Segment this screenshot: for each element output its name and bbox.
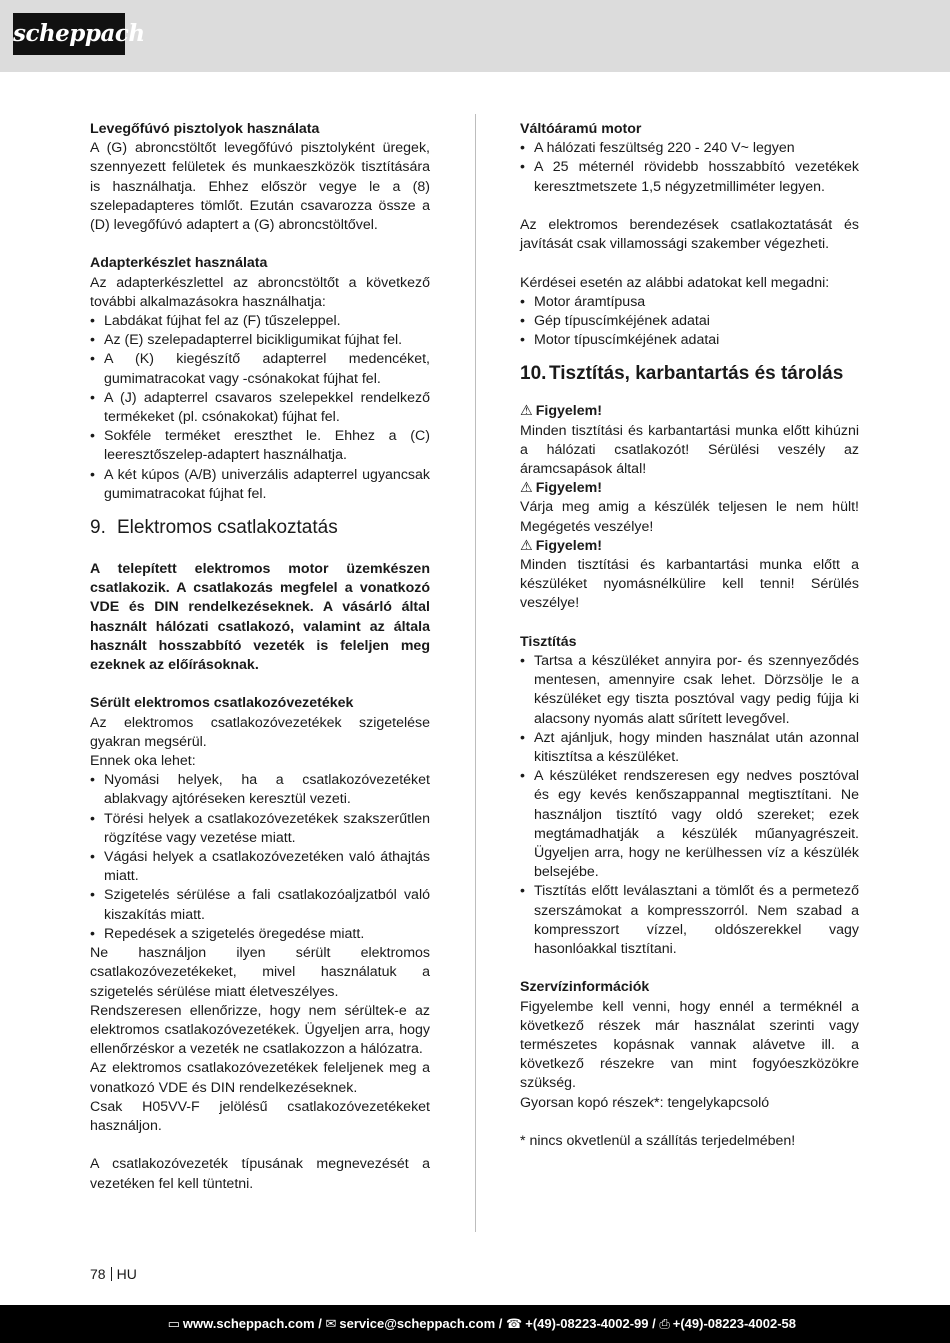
- list-item: • Sokféle terméket ereszthet le. Ehhez a (C) leeresztőszelep-adaptert használhatja.: [90, 427, 430, 465]
- list-item: • A (J) adapterrel csavaros szelepekkel rendelkező termékeket (pl. csónakokat) fújhat fel.: [90, 389, 430, 427]
- heading-text: Elektromos csatlakoztatás: [117, 517, 338, 539]
- paragraph-cables-7: A csatlakozóvezeték típusának megnevezését a vezetéken fel kell tüntetni.: [90, 1156, 430, 1192]
- envelope-icon: ✉: [325, 1316, 337, 1331]
- phone-icon: ☎: [506, 1316, 523, 1331]
- section-title-adapter-set: Adapterkészlet használata: [90, 255, 268, 272]
- paragraph-air-blower: A (G) abroncstöltőt levegőfúvó pisztolyként üregek, szennyezett felületek és munkaeszközök tisztítására is használhatja. Ehhez először vegye le a (8) szelepadapteres tömlőt. Ezután csavarozza össze a (D) levegőfúvó adaptert a (G) abroncstöltővel.: [90, 140, 430, 234]
- heading-section-10: [520, 362, 859, 386]
- electrical-notice: A telepített elektromos motor üzemkészen csatlakozik. A csatlakozás megfelel a vonatkozó VDE és DIN rendelkezéseknek. A vásárló által használt hálózati csatlakozó, valamint az általa használt hosszabbító vezeték is feleljen meg ezeknek az előírásoknak.: [90, 561, 430, 674]
- warning-triangle-icon: ⚠: [520, 537, 533, 554]
- warning-triangle-icon: ⚠: [520, 403, 533, 420]
- paragraph-service-info: Figyelembe kell venni, hogy ennél a terméknél a következő részek már használat szerinti vagy természetes kopásnak vannak alávetve ill. a következő részekre van mint fogyóeszközökre szükség.: [520, 998, 859, 1092]
- phone-number: +(49)-08223-4002-99: [525, 1316, 649, 1331]
- paragraph-cables-3: Ne használjon ilyen sérült elektromos csatlakozóvezetékeket, mivel használatuk a szigetelés sérülése miatt életveszélyes.: [90, 945, 430, 1000]
- adapter-list: [90, 312, 430, 504]
- section-title-air-blower: Levegőfúvó pisztolyok használata: [90, 121, 320, 137]
- paragraph-cables-2: Ennek oka lehet:: [90, 753, 196, 770]
- list-item: • Motor áramtípusa: [520, 293, 859, 312]
- fax-number: +(49)-08223-4002-58: [672, 1316, 796, 1331]
- left-column: [90, 120, 430, 1194]
- list-item: • A (K) kiegészítő adapterrel medencéket, gumimatracokat vagy -csónakokat fújhat fel.: [90, 350, 430, 388]
- list-item: • Gép típuscímkéjének adatai: [520, 312, 859, 331]
- warning-text-1: Minden tisztítási és karbantartási munka előtt kihúzni a hálózati csatlakozót! Sérülési veszély az áramcsapások által!: [520, 422, 859, 478]
- brand-logo: scheppach: [13, 13, 125, 55]
- paragraph-inquiry-intro: Kérdései esetén az alábbi adatokat kell megadni:: [520, 274, 830, 291]
- computer-icon: ▭: [167, 1316, 180, 1331]
- footer-contacts: ▭ www.scheppach.com / ✉ service@scheppach.com / ☎ +(49)-08223-4002-99 / ⎙ +(49)-08223-4002-58: [167, 1316, 796, 1331]
- website-link[interactable]: www.scheppach.com: [182, 1316, 315, 1331]
- inquiry-data-list: [520, 293, 859, 351]
- warning-text-2: Várja meg amig a készülék teljesen le nem hült! Megégetés veszélye!: [520, 499, 859, 535]
- list-item: • A hálózati feszültség 220 - 240 V~ legyen: [520, 139, 859, 158]
- section-title-ac-motor: Váltóáramú motor: [520, 121, 642, 137]
- paragraph-cables-1: Az elektromos csatlakozóvezetékek szigetelése gyakran megsérül.: [90, 714, 430, 750]
- footer-bar: [0, 1305, 950, 1343]
- warning-text-3: Minden tisztítási és karbantartási munka előtt a készüléket nyomásnélkülire kell tenni! Sérülés veszélye!: [520, 557, 859, 612]
- section-title-damaged-cables: Sérült elektromos csatlakozóvezetékek: [90, 695, 354, 712]
- warning-label: ⚠ Figyelem!: [520, 403, 602, 420]
- cleaning-list: [520, 652, 859, 959]
- page-number-separator: [111, 1267, 112, 1281]
- section-title-service-info: Szervízinformációk: [520, 979, 650, 996]
- heading-section-9: [90, 516, 430, 540]
- page-number: 78 HU: [90, 1266, 137, 1282]
- heading-number: 9.: [90, 517, 106, 539]
- header-bar: [0, 0, 950, 72]
- footnote: * nincs okvetlenül a szállítás terjedelmében!: [520, 1133, 796, 1150]
- list-item: • Repedések a szigetelés öregedése miatt.: [90, 925, 430, 944]
- section-title-cleaning: Tisztítás: [520, 633, 577, 650]
- paragraph-cables-5: Az elektromos csatlakozóvezetékek feleljenek meg a vonatkozó VDE és DIN rendelkezéseknek.: [90, 1060, 430, 1096]
- warning-label: ⚠ Figyelem!: [520, 480, 602, 497]
- list-item: • Azt ajánljuk, hogy minden használat után azonnal kitisztítsa a készüléket.: [520, 729, 859, 767]
- list-item: • Vágási helyek a csatlakozóvezetéken való áthajtás miatt.: [90, 848, 430, 886]
- list-item: • Labdákat fújhat fel az (F) tűszeleppel.: [90, 312, 430, 331]
- list-item: • A készüléket rendszeresen egy nedves posztóval és egy kevés kenőszappannal megtisztítani. Ne használjon tisztító vagy oldó szereket; ezek megtámadhatják a készülék műanyagrészeit. Ügyeljen arra, hogy ne kerülhessen víz a készülék belsejébe.: [520, 767, 859, 882]
- list-item: • Tartsa a készüléket annyira por- és szennyeződés mentesen, amennyire csak lehet. Dörzsölje le a készüléket egy tiszta posztóval vagy pedig fújja ki alacsony nyomás alatt sűrített levegővel.: [520, 652, 859, 729]
- paragraph-electrician: Az elektromos berendezések csatlakoztatását és javítását csak villamossági szakember végezheti.: [520, 217, 859, 253]
- list-item: • Tisztítás előtt leválasztani a tömlőt és a permetező szerszámokat a kompresszorról. Nem szabad a kompresszort vízzel, oldószerekkel vagy hasonlóakkal tisztítani.: [520, 882, 859, 959]
- column-divider: [475, 114, 476, 1232]
- warning-triangle-icon: ⚠: [520, 480, 533, 497]
- paragraph-adapter-intro: Az adapterkészlettel az abroncstöltőt a következő további alkalmazásokra használhatja:: [90, 274, 430, 310]
- heading-number: 10.: [520, 363, 547, 385]
- right-column: [520, 120, 859, 1151]
- list-item: • Törési helyek a csatlakozóvezetékek szakszerűtlen rögzítése vagy vezetése miatt.: [90, 810, 430, 848]
- email-link[interactable]: service@scheppach.com: [339, 1316, 496, 1331]
- fax-icon: ⎙: [659, 1316, 670, 1331]
- paragraph-cables-4: Rendszeresen ellenőrizze, hogy nem sérültek-e az elektromos csatlakozóvezetékek. Ügyeljen arra, hogy ellenőrzéskor a vezeték ne csatlakozzon a hálózatra.: [90, 1002, 430, 1058]
- list-item: • A 25 méternél rövidebb hosszabbító vezetékek keresztmetszete 1,5 négyzetmilliméter legyen.: [520, 158, 859, 196]
- paragraph-cables-6: Csak H05VV-F jelölésű csatlakozóvezetékeket használjon.: [90, 1098, 430, 1134]
- list-item: • Motor típuscímkéjének adatai: [520, 331, 859, 350]
- ac-motor-list: [520, 139, 859, 197]
- warning-label: ⚠ Figyelem!: [520, 537, 602, 554]
- damage-causes-list: [90, 771, 430, 944]
- list-item: • A két kúpos (A/B) univerzális adapterrel ugyancsak gumimatracokat fújhat fel.: [90, 466, 430, 504]
- list-item: • Szigetelés sérülése a fali csatlakozóaljzatból való kiszakítás miatt.: [90, 886, 430, 924]
- wear-parts-line: Gyorsan kopó részek*: tengelykapcsoló: [520, 1094, 770, 1111]
- list-item: • Nyomási helyek, ha a csatlakozóvezetéket ablakvagy ajtóréseken keresztül vezeti.: [90, 771, 430, 809]
- list-item: • Az (E) szelepadapterrel bicikligumikat fújhat fel.: [90, 331, 430, 350]
- heading-text: Tisztítás, karbantartás és tárolás: [549, 363, 844, 385]
